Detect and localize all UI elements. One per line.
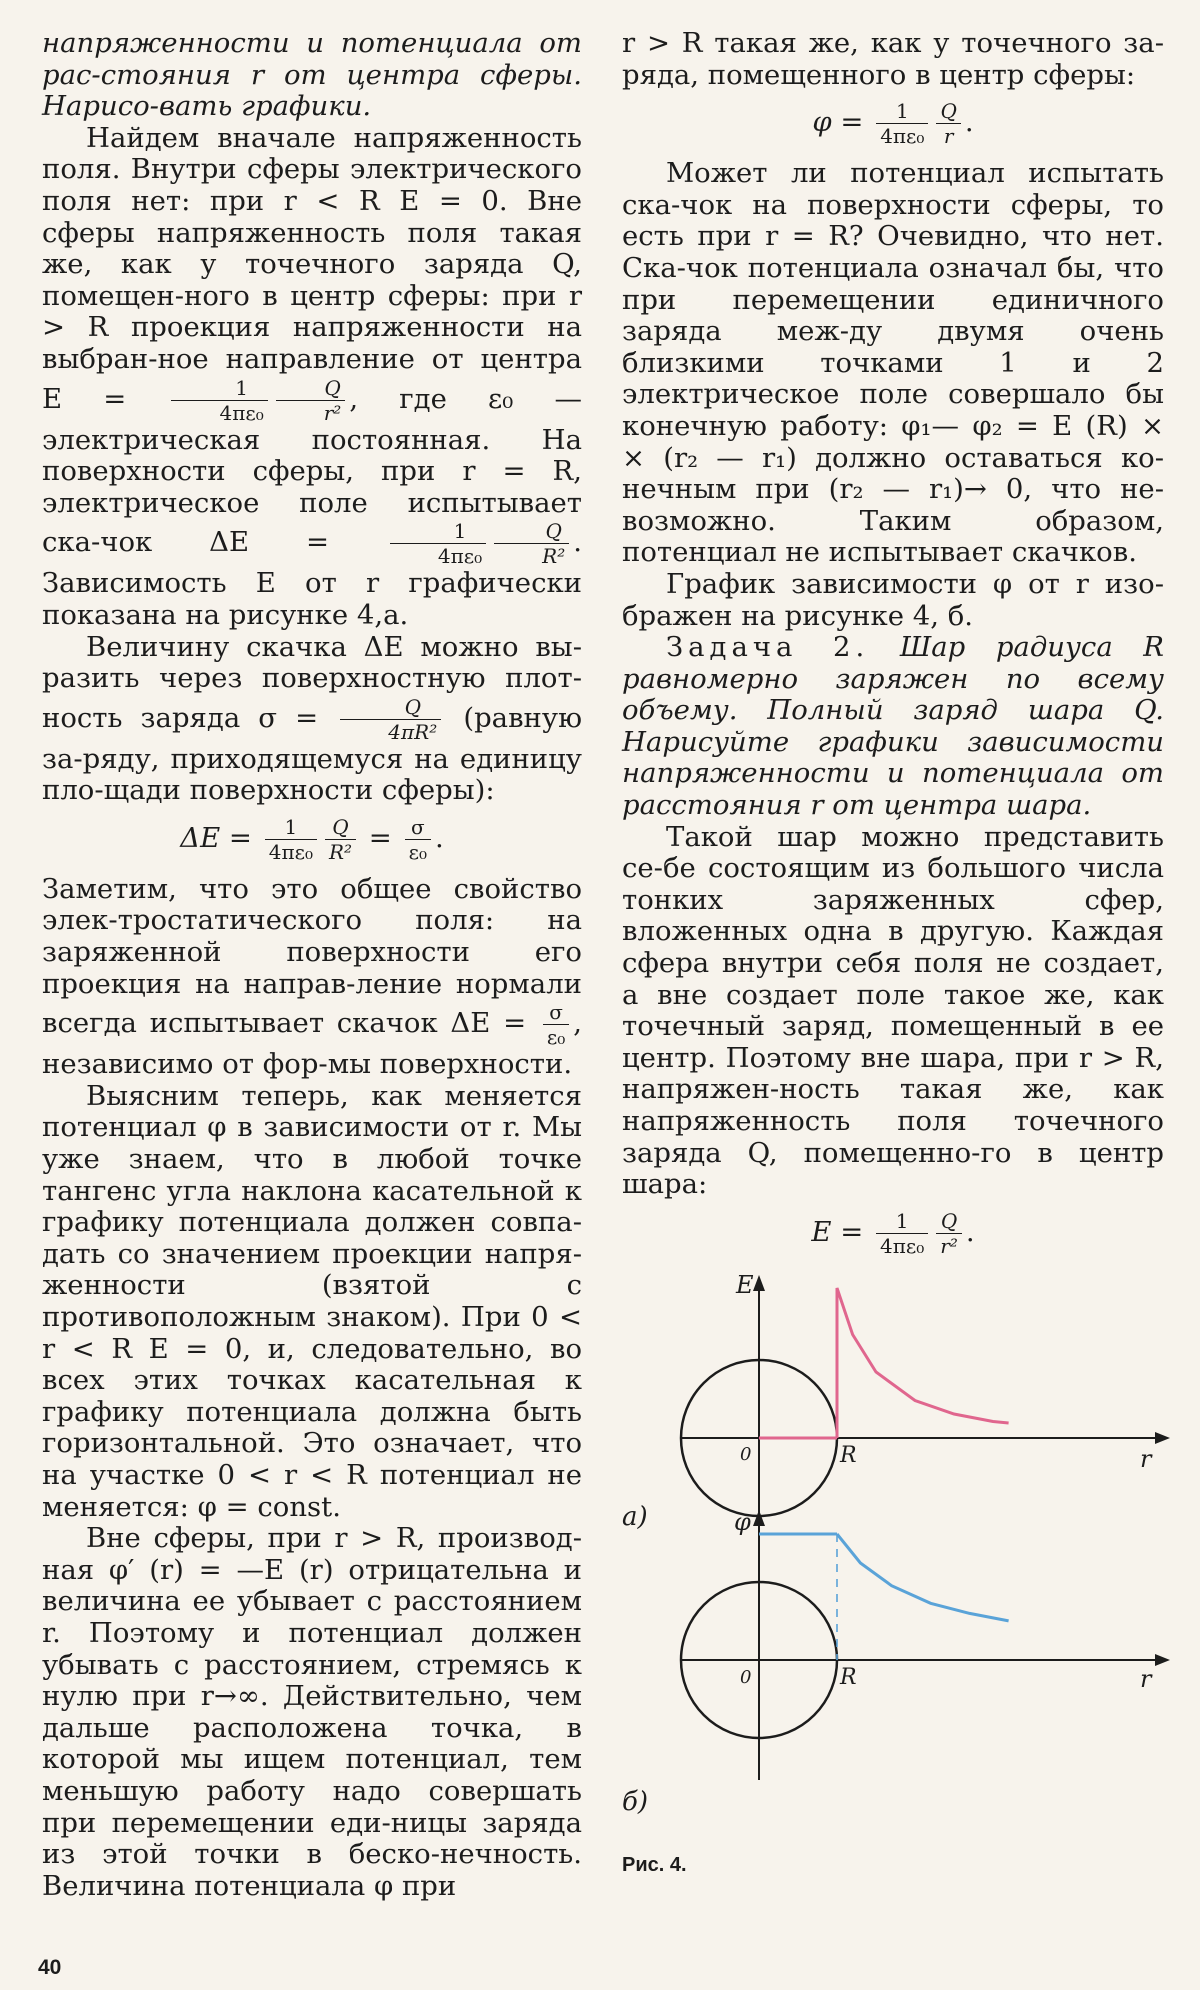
punctuation: . [964, 106, 974, 139]
text-span: где ε₀ — электрическая постоянная. На поверхности сферы, при r = R, электрическое поле испытывает ска-чок ΔE = [42, 382, 582, 559]
numerator: 1 [171, 376, 267, 401]
panel-label: а) [622, 1502, 648, 1532]
numerator: σ [543, 1000, 569, 1025]
text-span: Найдем вначале напряженность поля. Внутри сферы электрического поля нет: при r < R E = 0. Вне сферы напряженность поля такая же, как у точечного заряда Q, помещен-ного в центр сферы: при r > R проекция напряженности на выбран-ное направление от центра E = [42, 121, 582, 415]
formula-lhs: E = [811, 1215, 864, 1248]
text-span: Величину скачка ΔE можно вы-разить через поверхностную плот-ность заряда σ = [42, 630, 582, 734]
numerator: σ [405, 815, 431, 840]
x-axis-arrow-icon [1155, 1432, 1170, 1444]
numerator: 1 [390, 519, 486, 544]
paragraph-potential: Выясним теперь, как меняется потенциал φ в зависимости от r. Мы уже знаем, что в любой точке тангенс угла наклона касательной к графику потенциала должен совпа-дать со значением проекции напря-женности (взятой с противоположным знаком). При 0 < r < R E = 0, и, следовательно, во всех этих точках касательная к графику потенциала должна быть горизонтальной. Это означает, что на участке 0 < r < R потенциал не меняется: φ = const. [42, 1079, 582, 1523]
numerator: Q [494, 519, 569, 544]
denominator: 4πε₀ [437, 544, 483, 569]
field-outside-curve [837, 1288, 1009, 1438]
equals: = [368, 821, 392, 854]
denominator: ε₀ [408, 839, 427, 864]
fraction [340, 695, 441, 744]
origin-label: 0 [740, 1444, 752, 1465]
panel-label: б) [622, 1787, 649, 1817]
radius-label: R [840, 1665, 857, 1690]
left-column [42, 28, 582, 1902]
fraction [390, 519, 486, 568]
paragraph-field-outside [42, 123, 582, 632]
fraction [325, 815, 356, 864]
denominator: 4πR² [388, 719, 438, 744]
fraction [876, 1209, 928, 1258]
task-continuation: напряженности и потенциала от рас-стояния r от центра сферы. Нарисо-вать графики. [42, 27, 582, 123]
numerator: Q [325, 815, 356, 840]
punctuation: . [965, 1215, 975, 1248]
fraction [936, 1209, 962, 1258]
fraction [876, 99, 928, 148]
numerator: 1 [265, 815, 317, 840]
numerator: Q [936, 1209, 962, 1234]
paragraph-point-charge: r > R такая же, как у точечного за-ряда, помещенного в центр сферы: [622, 27, 1164, 91]
y-axis-arrow-icon [753, 1510, 765, 1526]
fraction [405, 815, 431, 864]
formula-e-ball [622, 1209, 1164, 1258]
formula-lhs: φ = [812, 106, 864, 139]
paragraph-graph-ref: График зависимости φ от r изо-бражен на рисунке 4, б. [622, 567, 1164, 632]
potential-outside-curve [837, 1534, 1009, 1621]
denominator: ε₀ [546, 1025, 566, 1050]
denominator: 4πε₀ [219, 400, 264, 425]
task-label: Задача 2. [666, 631, 870, 664]
x-label: r [1140, 1665, 1152, 1693]
task-text: Шар радиуса R равномерно заряжен по всему объему. Полный заряд шара Q. Нарисуйте графики зависимости напряженности и потенциала от расстояния r от центра шара. [622, 631, 1164, 822]
numerator: Q [936, 99, 960, 124]
x-axis-arrow-icon [1155, 1654, 1170, 1666]
y-label: E [736, 1271, 754, 1299]
figure-svg [622, 1255, 1182, 1855]
y-label: φ [734, 1508, 751, 1536]
origin-label: 0 [740, 1667, 752, 1688]
figure-4 [622, 1255, 1182, 1905]
numerator: Q [340, 695, 441, 720]
fraction [276, 376, 346, 425]
denominator: r [943, 124, 954, 149]
y-axis-arrow-icon [753, 1275, 765, 1291]
figure-caption: Рис. 4. [622, 1854, 687, 1876]
formula-phi [622, 99, 1164, 148]
page-number: 40 [38, 1956, 62, 1979]
denominator: r² [940, 1233, 958, 1258]
denominator: r² [323, 400, 342, 425]
paragraph-no-jump: Может ли потенциал испытать ска-чок на поверхности сферы, то есть при r = R? Очевидно, что нет. Ска-чок потенциала означал бы, что при перемещении единичного заряда меж-ду двумя очень близкими точками 1 и 2 электрическое поле совершало бы конечную работу: φ₁— φ₂ = E (R) × × (r₂ — r₁) должно оставаться ко-нечным при (r₂ — r₁)→ 0, что не-возможно. Таким образом, потенциал не испытывает скачков. [622, 157, 1164, 569]
punctuation: , [349, 382, 359, 415]
formula-delta-e [42, 815, 582, 864]
denominator: 4πε₀ [880, 124, 925, 149]
text-span: (равную за-ряду, приходящемуся на единицу пло-щади поверхности сферы): [42, 701, 583, 807]
paragraph-ball: Такой шар можно представить се-бе состоящим из большого числа тонких заряженных сфер, вложенных одна в другую. Каждая сфера внутри себя поля не создает, а вне создает поле такое же, как точечный заряд, помещенный в ее центр. Поэтому вне шара, при r > R, напряжен-ность такая же, как напряженность поля точечного заряда Q, помещенно-го в центр шара: [622, 820, 1164, 1201]
x-label: r [1140, 1445, 1152, 1473]
task-2 [622, 632, 1164, 822]
text-span: . Зависимость E от r графически показана на рисунке 4,а. [42, 526, 582, 631]
paragraph-general-property [42, 874, 582, 1081]
radius-label: R [840, 1443, 857, 1468]
fraction [494, 519, 569, 568]
numerator: Q [276, 376, 346, 401]
text-span: , независимо от фор-мы поверхности. [42, 1007, 582, 1081]
panel-b [622, 1508, 1170, 1817]
numerator: 1 [876, 1209, 928, 1234]
punctuation: . [434, 821, 444, 854]
paragraph-jump [42, 632, 582, 807]
paragraph-outside-sphere: Вне сферы, при r > R, производ-ная φ′ (r) = —E (r) отрицательна и величина ее убывает с расстоянием r. Поэтому и потенциал должен убывать с расстоянием, стремясь к нулю при r→∞. Действительно, чем дальше расположена точка, в которой мы ищем потенциал, тем меньшую работу надо совершать при перемещении еди-ницы заряда из этой точки в беско-нечность. Величина потенциала φ при [42, 1522, 582, 1902]
denominator: 4πε₀ [880, 1233, 925, 1258]
formula-lhs: ΔE = [180, 821, 252, 854]
denominator: R² [328, 839, 353, 864]
denominator: 4πε₀ [268, 839, 313, 864]
fraction [543, 1000, 569, 1049]
numerator: 1 [876, 99, 928, 124]
fraction [936, 99, 960, 148]
right-column [622, 28, 1164, 1268]
denominator: R² [542, 544, 566, 569]
panel-a [622, 1271, 1170, 1555]
fraction [265, 815, 317, 864]
text-span: Заметим, что это общее свойство элек-тростатического поля: на заряженной поверхности его проекция на направ-ление нормали всегда испытывает скачок ΔE = [42, 872, 582, 1040]
fraction [171, 376, 267, 425]
